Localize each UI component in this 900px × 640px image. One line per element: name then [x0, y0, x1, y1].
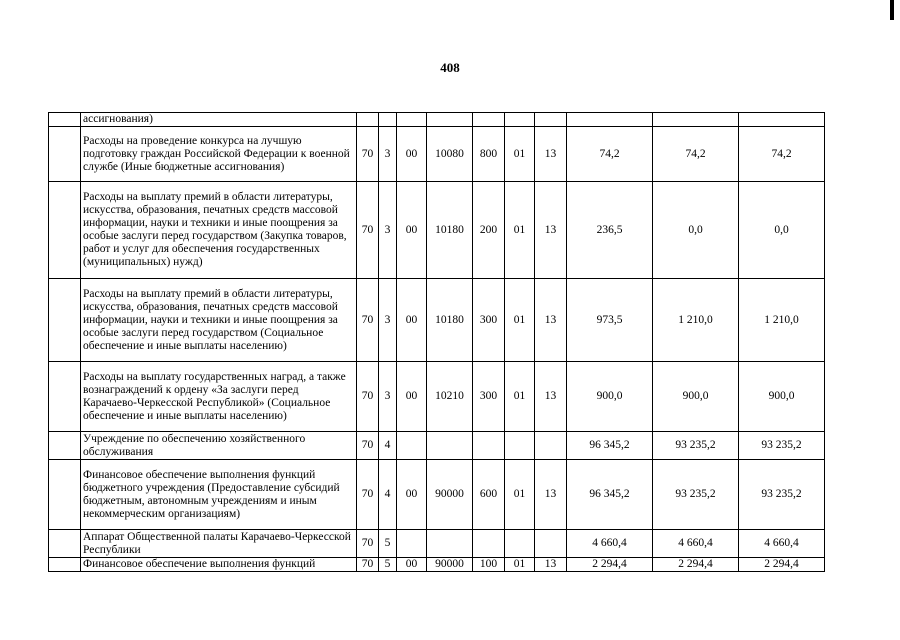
code-cell-c3: 00 [397, 127, 427, 182]
table-row [49, 530, 825, 558]
code-cell-c4: 90000 [427, 460, 473, 530]
code-cell-c3: 00 [397, 182, 427, 279]
amount-cell-a3: 2 294,4 [739, 558, 825, 572]
table-row [49, 182, 825, 279]
amount-cell-a2: 74,2 [653, 127, 739, 182]
table-row [49, 113, 825, 127]
code-cell-c4 [427, 432, 473, 460]
code-cell-c2: 3 [379, 362, 397, 432]
code-cell-c6: 01 [505, 558, 535, 572]
amount-cell-a2: 1 210,0 [653, 279, 739, 362]
code-cell-c4 [427, 113, 473, 127]
page-number: 408 [440, 60, 460, 75]
amount-cell-a3: 93 235,2 [739, 460, 825, 530]
code-cell-c4: 10180 [427, 279, 473, 362]
code-cell-c6 [505, 432, 535, 460]
code-cell-c5 [473, 113, 505, 127]
amount-cell-a2: 93 235,2 [653, 460, 739, 530]
amount-cell-a3: 0,0 [739, 182, 825, 279]
code-cell-c2: 3 [379, 127, 397, 182]
code-cell-c4: 10180 [427, 182, 473, 279]
code-cell-c5: 200 [473, 182, 505, 279]
code-cell-c6: 01 [505, 279, 535, 362]
code-cell-c2: 4 [379, 432, 397, 460]
code-cell-c7 [535, 113, 567, 127]
code-cell-c1: 70 [357, 558, 379, 572]
code-cell-c7 [535, 432, 567, 460]
code-cell-c2: 5 [379, 530, 397, 558]
row-index-cell [49, 362, 81, 432]
code-cell-c2 [379, 113, 397, 127]
code-cell-c3: 00 [397, 460, 427, 530]
code-cell-c3 [397, 432, 427, 460]
amount-cell-a2: 2 294,4 [653, 558, 739, 572]
code-cell-c1: 70 [357, 127, 379, 182]
code-cell-c1: 70 [357, 530, 379, 558]
table-row [49, 127, 825, 182]
code-cell-c2: 3 [379, 182, 397, 279]
code-cell-c3 [397, 113, 427, 127]
code-cell-c3: 00 [397, 279, 427, 362]
amount-cell-a1 [567, 113, 653, 127]
code-cell-c7: 13 [535, 558, 567, 572]
code-cell-c6: 01 [505, 460, 535, 530]
amount-cell-a1: 900,0 [567, 362, 653, 432]
row-name: Финансовое обеспечение выполнения функций [81, 558, 357, 572]
row-index-cell [49, 558, 81, 572]
code-cell-c5 [473, 530, 505, 558]
code-cell-c6: 01 [505, 127, 535, 182]
code-cell-c4: 10080 [427, 127, 473, 182]
code-cell-c2: 3 [379, 279, 397, 362]
code-cell-c6: 01 [505, 362, 535, 432]
code-cell-c7: 13 [535, 127, 567, 182]
code-cell-c1: 70 [357, 362, 379, 432]
table-row [49, 432, 825, 460]
code-cell-c3 [397, 530, 427, 558]
table-row [49, 460, 825, 530]
amount-cell-a2: 93 235,2 [653, 432, 739, 460]
row-index-cell [49, 530, 81, 558]
code-cell-c1: 70 [357, 460, 379, 530]
code-cell-c4: 90000 [427, 558, 473, 572]
code-cell-c7 [535, 530, 567, 558]
code-cell-c7: 13 [535, 279, 567, 362]
code-cell-c3: 00 [397, 362, 427, 432]
code-cell-c2: 4 [379, 460, 397, 530]
code-cell-c5 [473, 432, 505, 460]
amount-cell-a1: 4 660,4 [567, 530, 653, 558]
amount-cell-a1: 74,2 [567, 127, 653, 182]
row-index-cell [49, 460, 81, 530]
code-cell-c1: 70 [357, 182, 379, 279]
code-cell-c3: 00 [397, 558, 427, 572]
row-name: Расходы на выплату премий в области литературы, искусства, образования, печатных средств массовой информации, науки и техники и иные поощрения за особые заслуги перед государством (Закупка товаров, работ и услуг для обеспечения государственных (муниципальных) нужд) [81, 182, 357, 279]
code-cell-c5: 800 [473, 127, 505, 182]
edge-mark [890, 0, 894, 20]
row-name: Аппарат Общественной палаты Карачаево-Черкесской Республики [81, 530, 357, 558]
amount-cell-a2: 900,0 [653, 362, 739, 432]
row-name: ассигнования) [81, 113, 357, 127]
amount-cell-a3: 1 210,0 [739, 279, 825, 362]
amount-cell-a3: 93 235,2 [739, 432, 825, 460]
amount-cell-a2: 4 660,4 [653, 530, 739, 558]
row-name: Расходы на выплату премий в области литературы, искусства, образования, печатных средств массовой информации, науки и техники и иные поощрения за особые заслуги перед государством (Социальное обеспечение и иные выплаты населению) [81, 279, 357, 362]
amount-cell-a3: 74,2 [739, 127, 825, 182]
table-row [49, 558, 825, 572]
table-row [49, 362, 825, 432]
row-index-cell [49, 127, 81, 182]
code-cell-c1 [357, 113, 379, 127]
code-cell-c6: 01 [505, 182, 535, 279]
amount-cell-a3 [739, 113, 825, 127]
amount-cell-a1: 973,5 [567, 279, 653, 362]
code-cell-c7: 13 [535, 362, 567, 432]
table-row [49, 279, 825, 362]
code-cell-c7: 13 [535, 182, 567, 279]
amount-cell-a3: 900,0 [739, 362, 825, 432]
amount-cell-a3: 4 660,4 [739, 530, 825, 558]
code-cell-c6 [505, 113, 535, 127]
code-cell-c5: 100 [473, 558, 505, 572]
amount-cell-a1: 2 294,4 [567, 558, 653, 572]
code-cell-c4: 10210 [427, 362, 473, 432]
row-index-cell [49, 279, 81, 362]
amount-cell-a1: 236,5 [567, 182, 653, 279]
row-index-cell [49, 113, 81, 127]
amount-cell-a1: 96 345,2 [567, 432, 653, 460]
row-index-cell [49, 432, 81, 460]
code-cell-c2: 5 [379, 558, 397, 572]
amount-cell-a2: 0,0 [653, 182, 739, 279]
budget-table [48, 112, 825, 572]
code-cell-c5: 300 [473, 362, 505, 432]
row-name: Финансовое обеспечение выполнения функций бюджетного учреждения (Предоставление субсидий бюджетным, автономным учреждениям и иным некоммерческим организациям) [81, 460, 357, 530]
code-cell-c1: 70 [357, 432, 379, 460]
row-name: Расходы на выплату государственных наград, а также вознаграждений к ордену «За заслуги перед Карачаево-Черкесской Республикой» (Социальное обеспечение и иные выплаты населению) [81, 362, 357, 432]
code-cell-c6 [505, 530, 535, 558]
code-cell-c5: 600 [473, 460, 505, 530]
amount-cell-a2 [653, 113, 739, 127]
code-cell-c1: 70 [357, 279, 379, 362]
code-cell-c7: 13 [535, 460, 567, 530]
amount-cell-a1: 96 345,2 [567, 460, 653, 530]
code-cell-c5: 300 [473, 279, 505, 362]
code-cell-c4 [427, 530, 473, 558]
row-index-cell [49, 182, 81, 279]
row-name: Учреждение по обеспечению хозяйственного обслуживания [81, 432, 357, 460]
row-name: Расходы на проведение конкурса на лучшую подготовку граждан Российской Федерации к военной службе (Иные бюджетные ассигнования) [81, 127, 357, 182]
